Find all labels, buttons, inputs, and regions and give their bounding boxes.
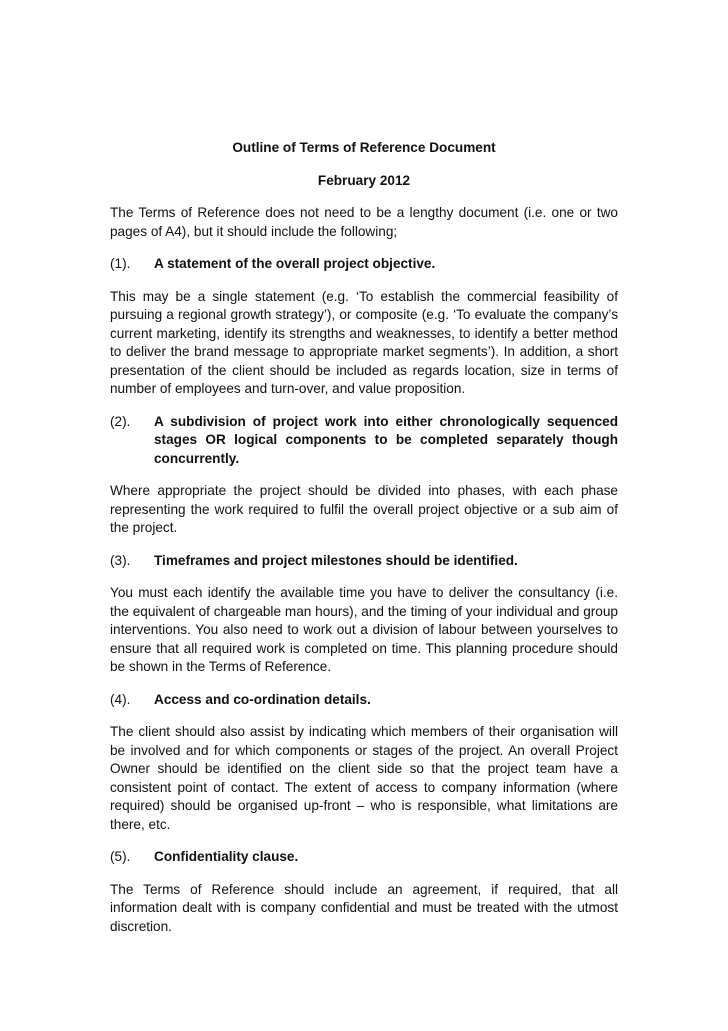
section-1-heading <box>110 255 618 274</box>
section-heading-text: A statement of the overall project objective. <box>154 256 436 271</box>
section-5-body: The Terms of Reference should include an agreement, if required, that all information dealt with is company confidential and must be treated with the utmost discretion. <box>110 881 618 934</box>
section-3-heading <box>110 552 618 571</box>
section-number: (4). <box>110 691 131 707</box>
document-title: Outline of Terms of Reference Document <box>232 140 496 155</box>
section-heading-text: A subdivision of project work into either chronologically sequenced stages OR logical components to be completed separately though concurrently. <box>154 413 618 466</box>
section-1-body: This may be a single statement (e.g. ‘To establish the commercial feasibility of pursuing a regional growth strategy’), or composite (e.g. ‘To evaluate the company’s current marketing, identify its strengths and weaknesses, to identify a better method to deliver the brand message to appropriate market segments’). In addition, a short presentation of the client should be included as regards location, size in terms of number of employees and turn-over, and value proposition. <box>110 288 618 396</box>
section-number: (1). <box>110 256 131 271</box>
section-number: (5). <box>110 849 131 864</box>
section-2-body: Where appropriate the project should be divided into phases, with each phase representing the work required to fulfil the overall project objective or a sub aim of the project. <box>110 483 618 535</box>
section-number: (2). <box>110 413 131 429</box>
section-4-body: The client should also assist by indicating which members of their organisation will be involved and for which components or stages of the project. An overall Project Owner should be identified on the client side so that the project team have a consistent point of contact. The extent of access to company information (where required) should be organised up-front – who is responsible, what limitations are there, etc. <box>110 724 618 832</box>
section-2-heading <box>110 413 618 469</box>
section-heading-text: Timeframes and project milestones should be identified. <box>154 552 518 568</box>
section-heading-text: Access and co-ordination details. <box>154 691 371 707</box>
intro-paragraph: The Terms of Reference does not need to be a lengthy document (i.e. one or two pages of A4), but it should include the following; <box>110 205 618 239</box>
document-page <box>110 139 618 936</box>
section-4-heading <box>110 691 618 710</box>
section-heading-text: Confidentiality clause. <box>154 849 299 864</box>
document-date: February 2012 <box>317 172 411 188</box>
section-number: (3). <box>110 552 131 568</box>
section-3-body: You must each identify the available time you have to deliver the consultancy (i.e. the equivalent of chargeable man hours), and the timing of your individual and group interventions. You also need to work out a division of labour between yourselves to ensure that all required work is completed on time. This planning procedure should be shown in the Terms of Reference. <box>110 585 618 674</box>
section-5-heading <box>110 848 618 867</box>
